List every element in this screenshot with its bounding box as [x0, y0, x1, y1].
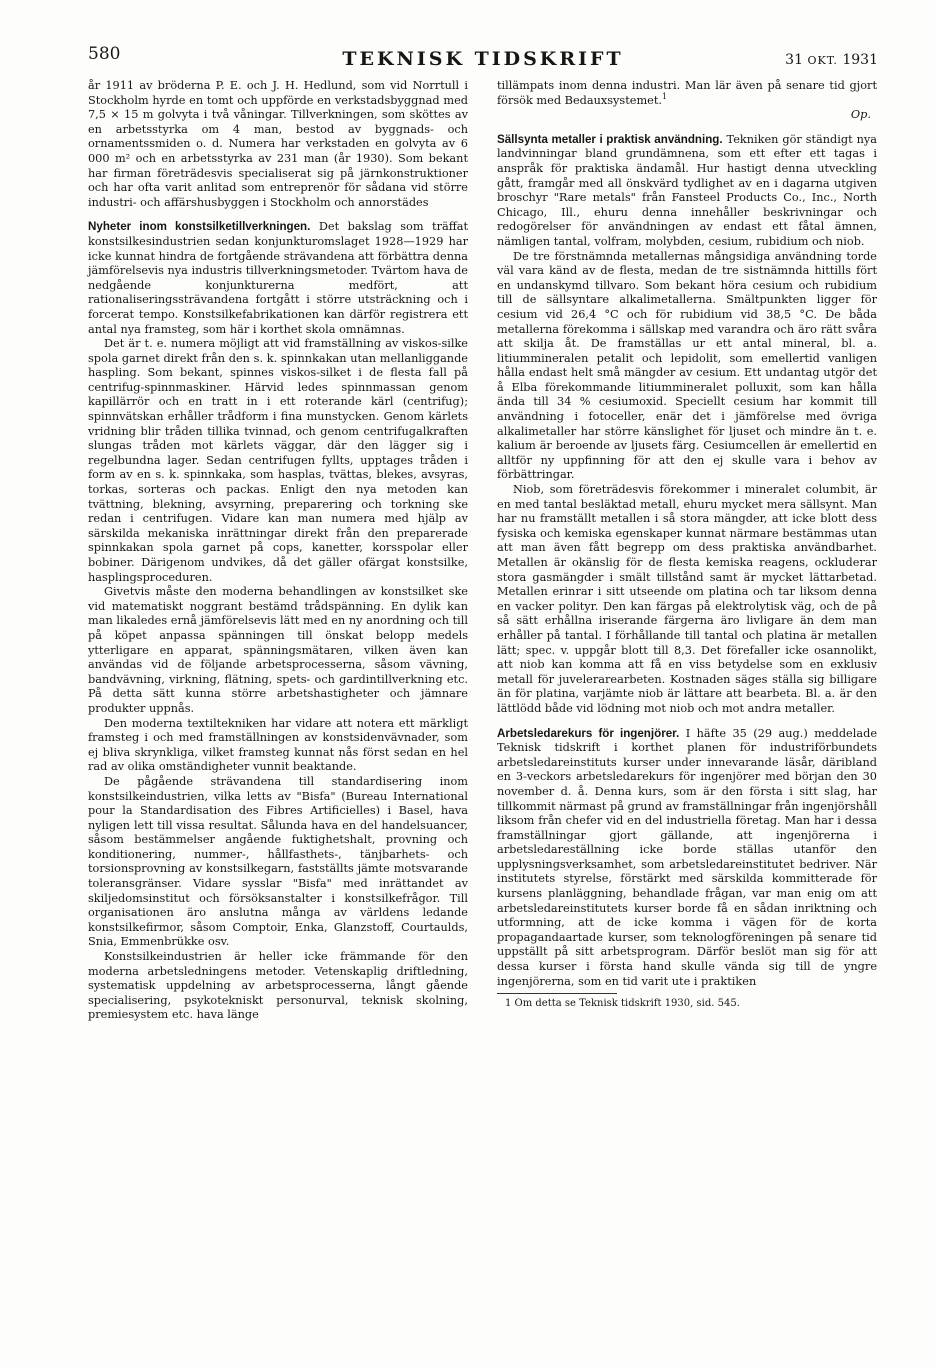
right-column [497, 79, 877, 1010]
paragraph: år 1911 av bröderna P. E. och J. H. Hedlund, som vid Norrtull i Stockholm hyrde en tomt och uppförde en verkstadsbyggnad med 7,5 × 15 m golvyta i två våningar. Tillverkningen, som sköttes av en arbetsstyrka om 4 man, bestod av byggnads- och ornamentssmiden o. d. Numera har verkstaden en golvyta av 6 000 m² och en arbetsstyrka av 231 man (år 1930). Som bekant har firman företrädesvis specialiserat sig på järnkonstruktioner och har ofta varit anlitad som entreprenör för sådana vid större industri- och affärshusbyggen i Stockholm och annorstädes [88, 79, 468, 209]
paragraph: De pågående strävandena till standardisering inom konstsilkeindustrien, vilka letts av "Bisfa" (Bureau International pour la Standardisation des Fibres Artificielles) i Basel, hava nyligen lett till vissa resultat. Sålunda hava en del handelsuancer, såsom bestämmelser angående fuktighetshalt, provning och konditionering, nummer-, hållfasthets-, tänjbarhets- och torsionsprovning av konstsilkegarn, fastställts jämte motsvarande toleransgränser. Vidare sysslar "Bisfa" med inrättandet av skiljedomsinstitut och försöksanstalter i konstsilkefrågor. Till organisationen äro anslutna många av världens ledande konstsilkefirmor, såsom Comptoir, Enka, Glanzstoff, Courtaulds, Snia, Emmenbrükke osv. [88, 774, 468, 949]
section-paragraph [497, 133, 877, 250]
footnote: 1 Om detta se Teknisk tidskrift 1930, sid. 545. [505, 998, 740, 1010]
page-header [88, 38, 878, 78]
date-year: 1931 [842, 52, 878, 68]
paragraph: De tre förstnämnda metallernas mångsidiga användning torde väl vara känd av de flesta, medan de tre sistnämnda hittills fört en undanskymd tillvaro. Som bekant höra cesium och rubidium till de sällsyntare alkalimetallerna. Smältpunkten ligger för cesium vid 26,4 °C och för rubidium vid 38,5 °C. De båda metallerna förekomma i sällskap med varandra och äro rätt svåra att skilja åt. De framställas ur ett antal mineral, bl. a. litiummineralen petalit och lepidolit, som emellertid vanligen hålla endast helt små mängder av cesium. Ett undantag utgör det å Elba förekommande litiummineralet polluxit, som kan hålla ända till 34 % cesiumoxid. Speciellt cesium har kommit till användning i fotoceller, enär det i jämförelse med övriga alkalimetaller har större känslighet för ljuset och mindre än t. e. kalium är beroende av ljusets färg. Cesiumcellen är emellertid en alltför ny uppfinning för att den ej skulle vara i behov av förbättringar. [497, 249, 877, 482]
paragraph-text: I häfte 35 (29 aug.) meddelade Teknisk tidskrift i korthet planen för industriförbundets arbetsledareinstituts kurser under innevarande läsår, däribland en 3-veckors arbetsledarekurs för ingenjörer med början den 30 november d. å. Denna kurs, som är den första i sitt slag, har tillkommit närmast på grund av framställningar från ingenjörshåll liksom från chefer vid en del industriella företag. Man har i dessa framställningar gjort gällande, att ingenjörerna i arbetsledareställning icke borde ställas utanför den upplysningsverksamhet, som arbetsledareinstitutet bedriver. När institutets styrelse, förstärkt med särskilda kommitterade för kursens planläggning, behandlade frågan, var man enig om att arbetsledareinstitutets kurser borde få en sådan inriktning och utformning, att de icke komma i vägen för de korta propagandaartade kurser, som teknologföreningen på senare tid uppställt på sitt arbetsprogram. Därför beslöt man sig för att dessa kurser i första hand skulle vända sig till de yngre ingenjörerna, som en tid varit ute i praktiken [497, 726, 878, 988]
paragraph [497, 79, 877, 108]
left-column [88, 79, 468, 1023]
date-month: OKT. [807, 54, 838, 67]
section-heading: Nyheter inom konstsilketillverkningen. [88, 220, 311, 234]
paragraph: Det är t. e. numera möjligt att vid framställning av viskos-silke spola garnet direkt från den s. k. spinnkakan utan mellanliggande haspling. Som bekant, spinnes viskos-silket i de flesta fall på centrifug-spinnmaskiner. Härvid ledes spinnmassan genom kapillärrör och en tratt in i ett roterande kärl (centrifug); spinnvätskan erhåller trådform i fina munstycken. Genom kärlets vridning blir tråden tillika tvinnad, och genom centrifugalkraften slungas tråden mot kärlets väggar, där den lägger sig i regelbundna lager. Sedan centrifugen fyllts, upptages tråden i form av en s. k. spinnkaka, som hasplas, tvättas, blekes, avsyras, torkas, sorteras och packas. Enligt den nya metoden kan tvättning, blekning, avsyrning, preparering och torkning ske redan i centrifugen. Vidare kan man numera med hjälp av särskilda mekaniska inrättningar direkt från den preparerade spinnkakan spola garnet på cops, kanetter, korsspolar eller bobiner. Därigenom undvikes, då det gäller ofärgat konstsilke, hasplingsproceduren. [88, 337, 468, 584]
author-signature: Op. [850, 108, 871, 122]
section-paragraph [88, 220, 468, 337]
section-heading: Arbetsledarekurs för ingenjörer. [497, 726, 680, 740]
section-paragraph [497, 727, 877, 990]
issue-date [785, 52, 878, 68]
paragraph-text: Tekniken gör ständigt nya landvinningar bland grundämnena, som ett efter ett tagas i anspråk för praktiska ändamål. Hur hastigt denna utveckling gått, framgår med all önskvärd tydlighet av en i dagarna utgiven broschyr "Rare metals" från Fansteel Products Co., Inc., North Chicago, Ill., ehuru denna innehåller beskrivningar och redogörelser för användningen av endast ett fåtal ämnen, nämligen tantal, volfram, molybden, cesium, rubidium och niob. [497, 132, 877, 248]
paragraph-text: Det bakslag som träffat konstsilkesindustrien sedan konjunkturomslaget 1928—1929 har icke kunnat hindra de fortgående strävandena att förbättra denna jämförelsevis nya industris tillverkningsmetoder. Tvärtom hava de nedgående konjunkturerna medfört, att rationaliseringssträvandena fortgått i större utsträckning och i forcerat tempo. Konstsilkefabrikationen kan därför registrera ett antal nya framsteg, som här i korthet skola omnämnas. [88, 220, 468, 336]
paragraph: Givetvis måste den moderna behandlingen av konstsilket ske vid matematiskt noggrant bestämd trådspänning. En dylik kan man likaledes ernå jämförelsevis lätt med en ny anordning och till på köpet anpassa spänningen till önskat belopp medels ytterligare en apparat, spänningsmätaren, vilken även kan användas vid de följande arbetsprocesserna, såsom vävning, bandvävning, virkning, flätning, spets- och gardintillverkning etc. På detta sätt kunna större arbetshastigheter och jämnare produkter uppnås. [88, 585, 468, 715]
paragraph: Konstsilkeindustrien är heller icke främmande för den moderna arbetsledningens metoder. Vetenskaplig driftledning, systematisk uppdelning av arbetsprocesserna, långt gående specialisering, psykotekniskt personurval, teknisk skolning, premiesystem etc. hava länge [88, 950, 468, 1022]
page-number: 580 [88, 44, 121, 64]
journal-title: TEKNISK TIDSKRIFT [342, 48, 624, 70]
footnote-divider [497, 993, 617, 994]
section-heading: Sällsynta metaller i praktisk användning. [497, 132, 723, 146]
date-day: 31 [785, 52, 803, 68]
paragraph-text: tillämpats inom denna industri. Man lär även på senare tid gjort försök med Bedauxsystemet. [497, 79, 877, 107]
paragraph: Niob, som företrädesvis förekommer i mineralet columbit, är en med tantal besläktad metall, ehuru mycket mera sällsynt. Man har nu framställt metallen i så stora mängder, att icke blott dess fysiska och kemiska egenskaper kunnat närmare bestämmas utan att man även fått begrepp om dess praktiska användbarhet. Metallen är okänslig för de flesta kemiska reagens, ockluderar stora gasmängder i smält tillstånd samt är mycket lättarbetad. Metallen erinrar i sitt utseende om platina och tar liksom denna en vacker polityr. Den kan färgas på elektrolytisk väg, och de på så sätt erhållna iriserande färgerna äro livligare än dem man erhåller på tantal. I förhållande till tantal och platina är metallen lätt; spec. v. uppgår blott till 8,3. Det förefaller icke osannolikt, att niob kan komma att få en viss betydelse som en exklusiv metall för juvelerarearbeten. Kostnaden säges ställa sig billigare än för platina, varjämte niob är lättare att bearbeta. Bl. a. är den lättlödd både vid lödning mot niob och mot andra metaller. [497, 483, 877, 715]
paragraph: Den moderna textiltekniken har vidare att notera ett märkligt framsteg i och med framställningen av konstsidenvävnader, som ej bliva skrynkliga, vilket framsteg kunnat nås först sedan en hel rad av olika omständigheter vunnit beaktande. [88, 716, 468, 774]
footnote-ref: 1 [661, 91, 668, 101]
